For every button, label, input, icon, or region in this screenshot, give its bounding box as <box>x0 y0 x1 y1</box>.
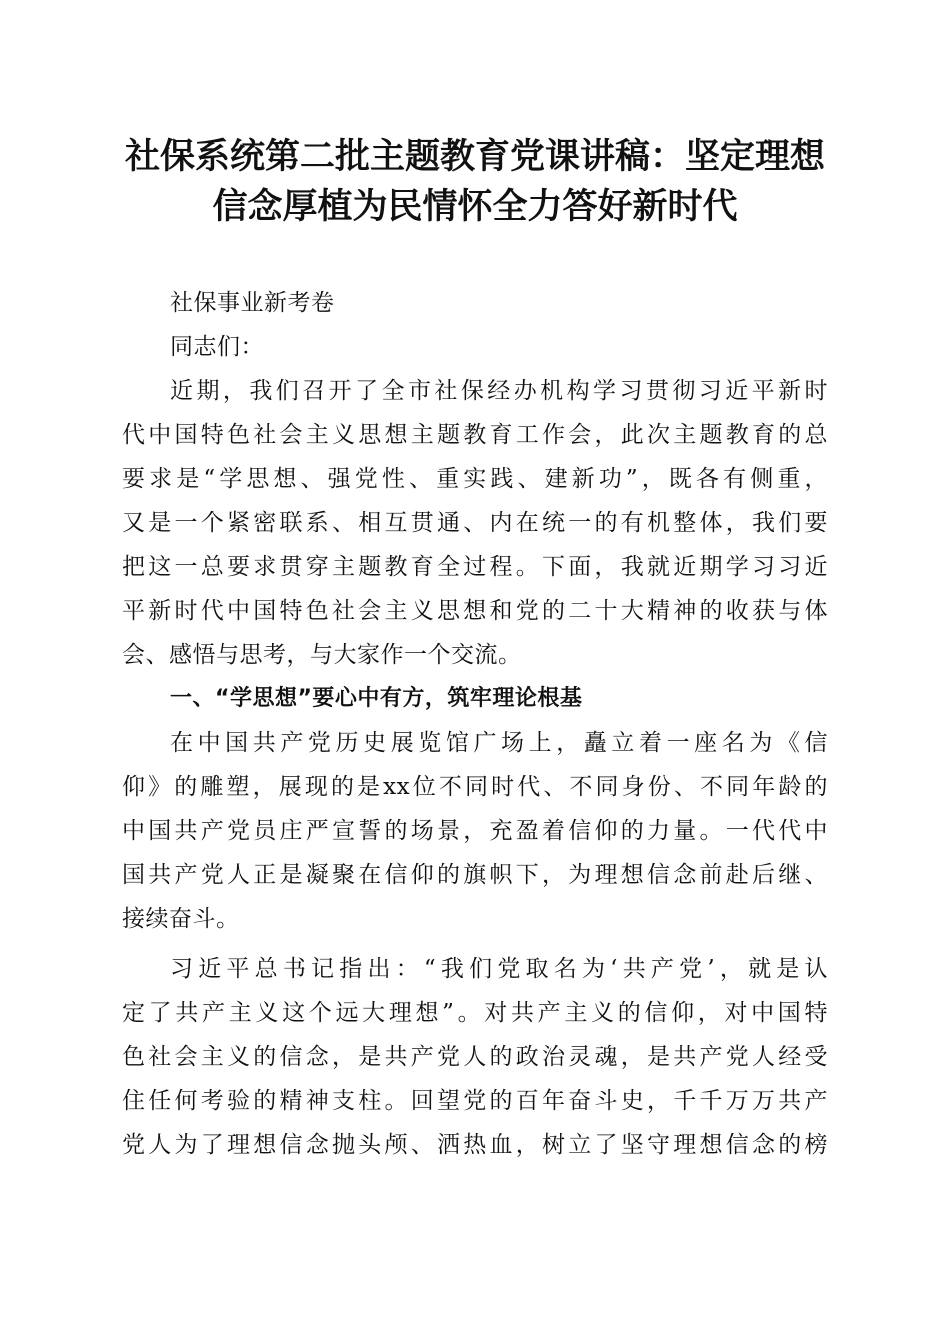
paragraph-line: 党人为了理想信念抛头颅、洒热血，树立了坚守理想信念的榜 <box>122 1132 828 1158</box>
paragraph-line: 定了共产主义这个远大理想”。对共产主义的信仰，对中国特 <box>122 1000 828 1026</box>
section-heading: 一、“学思想”要心中有方，筑牢理论根基 <box>170 686 583 711</box>
paragraph-line: 习近平总书记指出：“我们党取名为‘共产党’，就是认 <box>170 956 828 982</box>
paragraph-line: 代中国特色社会主义思想主题教育工作会，此次主题教育的总 <box>122 422 828 448</box>
paragraph-line: 要求是“学思想、强党性、重实践、建新功”，既各有侧重， <box>122 466 828 492</box>
paragraph-line: 把这一总要求贯穿主题教育全过程。下面，我就近期学习习近 <box>122 554 828 580</box>
salutation: 同志们： <box>170 334 264 360</box>
paragraph-line: 国共产党人正是凝聚在信仰的旗帜下，为理想信念前赴后继、 <box>122 862 828 888</box>
paragraph-line: 色社会主义的信念，是共产党人的政治灵魂，是共产党人经受 <box>122 1044 828 1070</box>
paragraph-line: 会、感悟与思考，与大家作一个交流。 <box>122 642 522 668</box>
subtitle: 社保事业新考卷 <box>170 290 335 316</box>
paragraph-line: 中国共产党员庄严宣誓的场景，充盈着信仰的力量。一代代中 <box>122 818 828 844</box>
paragraph-line: 又是一个紧密联系、相互贯通、内在统一的有机整体，我们要 <box>122 510 828 536</box>
title-line: 信念厚植为民情怀全力答好新时代 <box>212 186 738 227</box>
title-line: 社保系统第二批主题教育党课讲稿：坚定理想 <box>124 136 825 177</box>
paragraph-line: 接续奋斗。 <box>122 906 240 932</box>
paragraph-line: 平新时代中国特色社会主义思想和党的二十大精神的收获与体 <box>122 598 828 624</box>
paragraph-line: 在中国共产党历史展览馆广场上，矗立着一座名为《信 <box>170 730 828 756</box>
paragraph-quote <box>122 947 828 1167</box>
paragraph-line: 近期，我们召开了全市社保经办机构学习贯彻习近平新时 <box>170 378 828 404</box>
paragraph-intro <box>122 369 828 677</box>
document-title <box>100 132 850 232</box>
paragraph-line: 仰》的雕塑，展现的是xx位不同时代、不同身份、不同年龄的 <box>122 774 828 800</box>
paragraph-sculpture <box>122 721 828 941</box>
paragraph-line: 住任何考验的精神支柱。回望党的百年奋斗史，千千万万共产 <box>122 1088 828 1114</box>
document-body <box>122 281 828 1167</box>
